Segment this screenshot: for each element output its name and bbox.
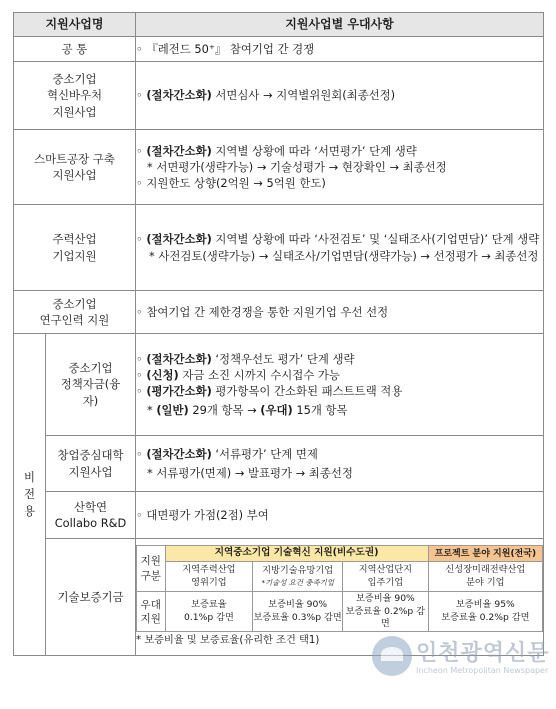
text: 자금 소진 시까지 수시접수 가능 (178, 367, 340, 382)
text: 29개 항목 → (188, 403, 261, 418)
text: 지원한도 상향(2억원 → 5억원 한도) (146, 176, 326, 191)
process-note: * 사전검토(생략가능) → 실태조사/기업면담(생략가능) → 선정평가 → 최종선정 (149, 248, 539, 263)
name-line: 혁신바우처 (46, 88, 103, 103)
corner-line: 지원 (140, 555, 161, 568)
table-row-collabo (14, 492, 544, 539)
name-line: 창업중심대학 (57, 448, 124, 463)
name-line: 중소기업 (52, 72, 97, 87)
program-name-common: 공 통 (14, 37, 136, 62)
text: ‘서류평가’ 단계 면제 (211, 446, 318, 461)
program-name-collabo (46, 492, 136, 539)
preference-smart-factory: ◦ (절차간소화) 지역별 상황에 따라 ‘서면평가’ 단계 생략 * 서면평가(생략가능) → 기술성평가 → 현장확인 → 최종선정 ◦ 지원한도 상향(2억원 → 5억원 한도) (136, 130, 544, 205)
program-name-startup-university (46, 436, 136, 492)
subtable-value-row (137, 592, 543, 632)
subtable-group-row (137, 546, 543, 562)
table-row-common (14, 37, 544, 62)
cell-line: 지역주력산업 (182, 564, 236, 576)
table-row-startup-university (14, 436, 544, 492)
name-line: 지원사업 (68, 464, 113, 479)
guarantee-subtable (136, 545, 543, 632)
name-line: 정책자금(융 (60, 377, 121, 392)
bold-label: (신청) (146, 367, 179, 382)
col-regional-key-industry (165, 562, 253, 592)
subtable-corner (137, 546, 166, 592)
cell-line: 영위기업 (191, 576, 227, 588)
table-row-guarantee-fund (14, 539, 544, 656)
row-label-preferential (137, 592, 166, 632)
guarantee-note: * 보증비율 및 보증료율(유리한 조건 택1) (136, 635, 320, 647)
preference-collabo: ◦ 대면평가 가점(2점) 부여 (136, 492, 544, 539)
cell-line: 지방기술유망기업 (262, 565, 334, 577)
bold-label: (일반) (156, 403, 189, 418)
name-line: 자) (82, 393, 99, 408)
name-line: 연구인력 지원 (39, 313, 110, 327)
cell-value (253, 592, 343, 632)
name-line: 기업지원 (52, 248, 97, 263)
cell-line: *기술성 요건 충족기업 (261, 577, 334, 587)
bold-label: (절차간소화) (146, 143, 212, 158)
support-program-table (13, 12, 544, 656)
corner-line: 구분 (140, 569, 161, 582)
side-char: 비 (23, 469, 35, 484)
text: ‘정책우선도 평가’ 단계 생략 (211, 351, 355, 366)
watermark-subtitle: Incheon Metropolitan Newspaper (416, 666, 549, 675)
header-preferences: 지원사업별 우대사항 (136, 13, 544, 37)
program-name-key-industry (14, 205, 136, 291)
name-line: 주력산업 (52, 232, 97, 247)
col-new-growth (428, 562, 542, 592)
table-row-rnd-staff (14, 291, 544, 334)
preference-rnd-staff: ◦ 참여기업 간 제한경쟁을 통한 지원기업 우선 선정 (136, 291, 544, 334)
process-note: * 서면평가(생략가능) → 기술성평가 → 현장확인 → 최종선정 (147, 159, 447, 174)
cell-line: 0.1%p 감면 (183, 611, 234, 623)
text: 참여기업 간 제한경쟁을 통한 지원기업 우선 선정 (146, 304, 389, 319)
name-line: 중소기업 (68, 361, 113, 376)
program-name-guarantee-fund: 기술보증기금 (46, 539, 136, 656)
bold-label: (절차간소화) (146, 232, 212, 247)
group-project-field: 프로젝트 분야 지원(전국) (428, 546, 542, 562)
name-line: 지원사업 (52, 168, 97, 182)
preference-guarantee-fund (136, 539, 544, 656)
text: 평가항목이 간소화된 패스트트랙 적용 (211, 384, 403, 398)
watermark-name: 인천광역신문 (416, 641, 550, 666)
bold-label: (절차간소화) (146, 446, 212, 461)
cell-line: 보증료율 0.2%p 감면 (345, 605, 426, 629)
cell-line: 입주기업 (367, 576, 404, 588)
cell-value (428, 592, 542, 632)
bold-label: (우대) (260, 403, 293, 418)
name-line: Collabo R&D (54, 516, 127, 530)
table-row-policy-fund (14, 334, 544, 436)
cell-line: 보증료율 0.3%p 감면 (253, 611, 342, 623)
name-line: 스마트공장 구축 (34, 151, 115, 166)
cell-value (343, 592, 429, 632)
table-row-key-industry (14, 205, 544, 291)
program-name-smart-factory (14, 130, 136, 205)
preference-policy-fund: ◦ (절차간소화) ‘정책우선도 평가’ 단계 생략 ◦ (신청) 자금 소진 시까지 수시접수 가능 ◦ (평가간소화) 평가항목이 간소화된 패스트트랙 적용 * (일반) 29개 항목 → (우대) 15개 항목 (136, 334, 544, 436)
cell-line: 신성장미래전략산업 (445, 564, 526, 576)
text: 지역별 상황에 따라 ‘서면평가’ 단계 생략 (211, 143, 417, 158)
subtable-column-row (137, 562, 543, 592)
preference-innovation-voucher: ◦ (절차간소화) 서면심사 → 지역별위원회(최종선정) (136, 62, 544, 130)
name-line: 산학연 (73, 499, 107, 514)
cell-line: 보증비율 90% (268, 599, 328, 611)
support-program-table-container (13, 12, 543, 694)
group-regional-innovation: 지역중소기업 기술혁신 지원(비수도권) (165, 546, 428, 562)
text: * (147, 403, 157, 418)
table-header-row (14, 13, 544, 37)
bold-label: (절차간소화) (146, 351, 212, 366)
col-promising-tech (253, 562, 343, 592)
preference-startup-university: ◦ (절차간소화) ‘서류평가’ 단계 면제 * 서류평가(면제) → 발표평가 → 최종선정 (136, 436, 544, 492)
side-char: 용 (23, 504, 35, 519)
process-note: * 서류평가(면제) → 발표평가 → 최종선정 (147, 466, 353, 480)
text: 서면심사 → 지역별위원회(최종선정) (211, 88, 396, 103)
cell-line: 지역산업단지 (358, 564, 412, 576)
common-line: 『레전드 50⁺』 참여기업 간 경쟁 (146, 41, 315, 56)
cell-line: 보증비율 95% (455, 599, 515, 611)
col-industrial-complex (343, 562, 429, 592)
table-row-smart-factory (14, 130, 544, 205)
cell-line: 보증료율 (191, 599, 227, 611)
cell-line: 보증료율 0.2%p 감면 (441, 611, 530, 623)
program-name-rnd-staff (14, 291, 136, 334)
preference-key-industry: ◦ (절차간소화) 지역별 상황에 따라 ‘사전검토’ 및 ‘실태조사(기업면담)’ 단계 생략 * 사전검토(생략가능) → 실태조사/기업면담(생략가능) → 선정평가 → 최종선정 (136, 205, 544, 291)
preference-common: ◦ 『레전드 50⁺』 참여기업 간 경쟁 (136, 37, 544, 62)
nonfinancial-label (14, 334, 46, 656)
cell-value (165, 592, 253, 632)
cell-line: 보증비율 90% (355, 593, 415, 605)
label-line: 지원 (140, 612, 161, 625)
table-row-innovation-voucher (14, 62, 544, 130)
bold-label: (절차간소화) (146, 88, 212, 103)
text: 15개 항목 (292, 403, 348, 418)
side-char: 전 (23, 486, 35, 501)
text: 대면평가 가점(2점) 부여 (146, 507, 269, 522)
program-name-policy-fund (46, 334, 136, 436)
name-line: 중소기업 (52, 296, 97, 311)
text: 지역별 상황에 따라 ‘사전검토’ 및 ‘실태조사(기업면담)’ 단계 생략 (211, 232, 540, 247)
header-program-name: 지원사업명 (14, 13, 136, 37)
name-line: 지원사업 (52, 104, 97, 119)
cell-line: 분야 기업 (466, 576, 505, 588)
label-line: 우대 (140, 598, 161, 611)
program-name-innovation-voucher (14, 62, 136, 130)
bold-label: (평가간소화) (146, 384, 212, 398)
